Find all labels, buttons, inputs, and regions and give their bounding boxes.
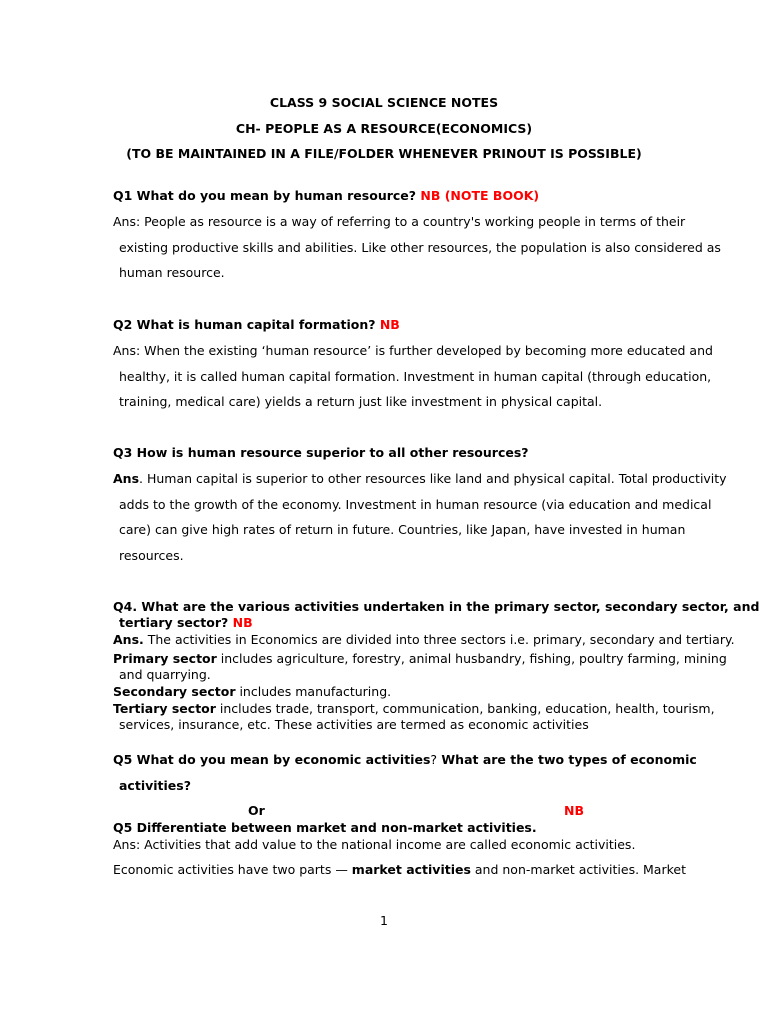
question-5-mark: ? [430,752,438,767]
question-5-part-2: What are the two types of economic [437,752,697,767]
tertiary-sector-label: Tertiary sector [113,701,216,716]
question-2-text: Q2 What is human capital formation? [113,317,376,332]
answer-4-intro [113,632,735,647]
question-3 [113,445,529,460]
answer-5-line-2-b: and non-market activities. Market [470,862,686,877]
answer-4-intro-text: The activities in Economics are divided into three sectors i.e. primary, secondary and tertiary. [143,632,735,647]
answer-3-line-1 [113,471,727,486]
answer-2-line-2: healthy, it is called human capital formation. Investment in human capital (through education, [119,369,712,384]
secondary-sector-text: includes manufacturing. [235,684,392,699]
answer-1-line-1: Ans: People as resource is a way of referring to a country's working people in terms of their [113,214,686,229]
question-2 [113,317,400,332]
question-4-line-2-text: tertiary sector? [119,615,229,630]
secondary-sector-line [113,684,391,699]
question-1 [113,188,539,203]
secondary-sector-label: Secondary sector [113,684,236,699]
question-5-part-1: Q5 What do you mean by economic activities [113,752,431,767]
answer-2-line-1: Ans: When the existing ‘human resource’ is further developed by becoming more educated and [113,343,713,358]
answer-2-line-3: training, medical care) yields a return just like investment in physical capital. [119,394,603,409]
answer-3-label: Ans [113,471,140,486]
question-4-nb-tag: NB [232,615,253,630]
question-1-nb-tag: NB (NOTE BOOK) [420,188,540,203]
primary-sector-label: Primary sector [113,651,217,666]
answer-4-label: Ans. [113,632,144,647]
answer-5-line-2-a: Economic activities have two parts — [113,862,352,877]
answer-3-line-4: resources. [119,548,184,563]
tertiary-sector-line-2: services, insurance, etc. These activities are termed as economic activities [119,717,589,732]
question-5-alternate: Q5 Differentiate between market and non-market activities. [113,820,537,835]
question-1-text: Q1 What do you mean by human resource? [113,188,417,203]
question-4-line-1: Q4. What are the various activities undertaken in the primary sector, secondary sector, and [113,599,760,614]
instruction-note: (TO BE MAINTAINED IN A FILE/FOLDER WHENEVER PRINOUT IS POSSIBLE) [126,146,642,161]
answer-3-line-2: adds to the growth of the economy. Investment in human resource (via education and medical [119,497,712,512]
or-separator: Or [248,803,265,818]
question-2-nb-tag: NB [379,317,400,332]
question-3-text: Q3 How is human resource superior to all other resources? [113,445,529,460]
primary-sector-line-2: and quarrying. [119,667,211,682]
tertiary-sector-text: includes trade, transport, communication, banking, education, health, tourism, [215,701,715,716]
market-activities-term: market activities [351,862,471,877]
primary-sector-line [113,651,727,666]
chapter-title: CH- PEOPLE AS A RESOURCE(ECONOMICS) [235,121,533,136]
answer-1-line-3: human resource. [119,265,225,280]
answer-5-line-2 [113,862,686,877]
question-5 [113,752,697,767]
tertiary-sector-line [113,701,715,716]
page-number: 1 [380,913,388,928]
answer-3-line-1-text: . Human capital is superior to other resources like land and physical capital. Total productivity [139,471,727,486]
page-title: CLASS 9 SOCIAL SCIENCE NOTES [269,95,499,110]
question-4-line-2 [119,615,253,630]
question-5-nb-tag: NB [564,803,584,818]
primary-sector-text: includes agriculture, forestry, animal husbandry, fishing, poultry farming, mining [216,651,727,666]
answer-5-line-1: Ans: Activities that add value to the national income are called economic activities. [113,837,636,852]
answer-1-line-2: existing productive skills and abilities. Like other resources, the population is also considered as [119,240,721,255]
answer-3-line-3: care) can give high rates of return in future. Countries, like Japan, have invested in human [119,522,686,537]
question-5-line-2: activities? [119,778,191,793]
